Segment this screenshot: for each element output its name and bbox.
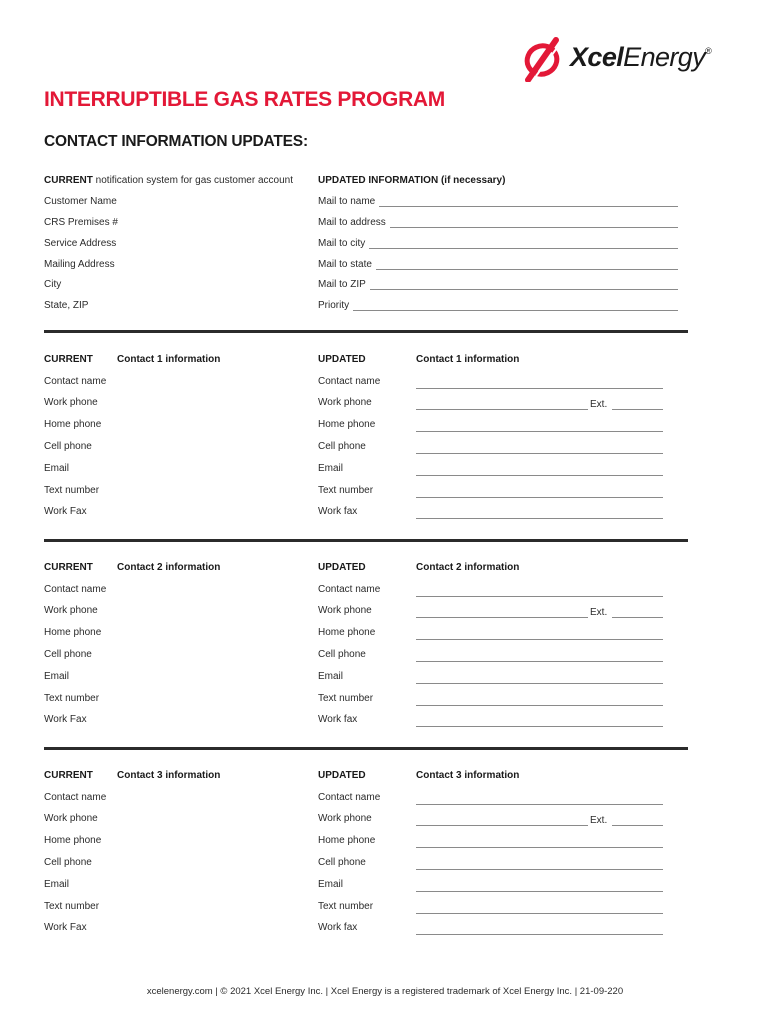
write-in-line[interactable] xyxy=(416,934,663,935)
updated-field-label: Work phone xyxy=(318,605,372,616)
page-title: INTERRUPTIBLE GAS RATES PROGRAM xyxy=(44,88,445,111)
current-field-label: Cell phone xyxy=(44,441,92,452)
updated-field-label: Cell phone xyxy=(318,649,366,660)
write-in-line[interactable] xyxy=(376,269,678,270)
updated-field-label: Mail to name xyxy=(318,196,376,207)
current-field-label: Contact name xyxy=(44,792,107,803)
write-in-line[interactable] xyxy=(416,453,663,454)
current-contact-title: Contact 1 information xyxy=(117,354,221,365)
write-in-line[interactable] xyxy=(416,913,663,914)
write-in-line[interactable] xyxy=(416,431,663,432)
updated-contact-title: Contact 1 information xyxy=(416,354,520,365)
updated-contact-title: Contact 2 information xyxy=(416,562,520,573)
updated-field-label: Work fax xyxy=(318,506,358,517)
updated-field-label: Cell phone xyxy=(318,857,366,868)
ext-write-in-line[interactable] xyxy=(612,409,663,410)
write-in-line[interactable] xyxy=(416,617,588,618)
write-in-line[interactable] xyxy=(370,289,678,290)
current-field-label: Contact name xyxy=(44,376,107,387)
updated-field-label: Cell phone xyxy=(318,441,366,452)
current-label: CURRENT xyxy=(44,562,93,573)
write-in-line[interactable] xyxy=(416,518,663,519)
updated-contact-title: Contact 3 information xyxy=(416,770,520,781)
xcel-energy-logo xyxy=(522,36,732,82)
current-field-label: Text number xyxy=(44,901,100,912)
write-in-line[interactable] xyxy=(416,891,663,892)
ext-label: Ext. xyxy=(590,399,608,410)
current-field-label: Email xyxy=(44,671,70,682)
updated-field-label: Home phone xyxy=(318,419,376,430)
current-field-label: Email xyxy=(44,879,70,890)
current-field-label: Text number xyxy=(44,485,100,496)
updated-field-label: Work phone xyxy=(318,813,372,824)
write-in-line[interactable] xyxy=(416,388,663,389)
current-field-label: State, ZIP xyxy=(44,300,89,311)
updated-field-label: Home phone xyxy=(318,627,376,638)
updated-field-label: Priority xyxy=(318,300,350,311)
updated-field-label: Text number xyxy=(318,901,374,912)
write-in-line[interactable] xyxy=(390,227,678,228)
updated-field-label: Mail to address xyxy=(318,217,386,228)
current-field-label: Home phone xyxy=(44,627,102,638)
current-field-label: Mailing Address xyxy=(44,259,115,270)
updated-field-label: Contact name xyxy=(318,584,381,595)
write-in-line[interactable] xyxy=(416,869,663,870)
current-field-label: Work Fax xyxy=(44,714,87,725)
updated-field-label: Email xyxy=(318,463,344,474)
write-in-line[interactable] xyxy=(416,726,663,727)
current-field-label: Cell phone xyxy=(44,649,92,660)
ext-label: Ext. xyxy=(590,607,608,618)
write-in-line[interactable] xyxy=(416,683,663,684)
current-field-label: City xyxy=(44,279,62,290)
xcel-swoosh-icon xyxy=(522,36,566,82)
current-contact-title: Contact 3 information xyxy=(117,770,221,781)
current-field-label: Work phone xyxy=(44,397,98,408)
current-field-label: Work phone xyxy=(44,605,98,616)
updated-field-label: Mail to state xyxy=(318,259,372,270)
write-in-line[interactable] xyxy=(369,248,678,249)
current-field-label: Service Address xyxy=(44,238,117,249)
page-footer: xcelenergy.com | © 2021 Xcel Energy Inc. | Xcel Energy is a registered trademark of Xcel Energy Inc. | 21-09-220 xyxy=(146,986,624,997)
current-field-label: Work Fax xyxy=(44,922,87,933)
ext-label: Ext. xyxy=(590,815,608,826)
ext-write-in-line[interactable] xyxy=(612,617,663,618)
updated-field-label: Work fax xyxy=(318,714,358,725)
updated-field-label: Mail to ZIP xyxy=(318,279,366,290)
updated-label: UPDATED xyxy=(318,562,366,573)
write-in-line[interactable] xyxy=(379,206,678,207)
updated-field-label: Email xyxy=(318,671,344,682)
write-in-line[interactable] xyxy=(416,847,663,848)
current-field-label: Home phone xyxy=(44,835,102,846)
current-field-label: Work Fax xyxy=(44,506,87,517)
updated-field-label: Work fax xyxy=(318,922,358,933)
updated-field-label: Text number xyxy=(318,693,374,704)
updated-information-heading: UPDATED INFORMATION (if necessary) xyxy=(318,175,506,186)
section-divider xyxy=(44,330,688,333)
current-label: CURRENT xyxy=(44,354,93,365)
updated-field-label: Email xyxy=(318,879,344,890)
page-subtitle: CONTACT INFORMATION UPDATES: xyxy=(44,133,308,150)
updated-field-label: Home phone xyxy=(318,835,376,846)
current-field-label: Work phone xyxy=(44,813,98,824)
current-field-label: Text number xyxy=(44,693,100,704)
current-field-label: Contact name xyxy=(44,584,107,595)
current-field-label: Customer Name xyxy=(44,196,117,207)
current-notification-heading: CURRENT notification system for gas customer account xyxy=(44,175,293,186)
current-field-label: Home phone xyxy=(44,419,102,430)
write-in-line[interactable] xyxy=(353,310,678,311)
ext-write-in-line[interactable] xyxy=(612,825,663,826)
current-contact-title: Contact 2 information xyxy=(117,562,221,573)
write-in-line[interactable] xyxy=(416,409,588,410)
section-divider xyxy=(44,747,688,750)
write-in-line[interactable] xyxy=(416,497,663,498)
updated-field-label: Contact name xyxy=(318,792,381,803)
write-in-line[interactable] xyxy=(416,705,663,706)
current-field-label: Email xyxy=(44,463,70,474)
write-in-line[interactable] xyxy=(416,825,588,826)
updated-field-label: Text number xyxy=(318,485,374,496)
current-field-label: Cell phone xyxy=(44,857,92,868)
logo-wordmark: XcelEnergy® xyxy=(570,42,712,72)
updated-label: UPDATED xyxy=(318,354,366,365)
updated-field-label: Contact name xyxy=(318,376,381,387)
current-field-label: CRS Premises # xyxy=(44,217,118,228)
current-label: CURRENT xyxy=(44,770,93,781)
updated-label: UPDATED xyxy=(318,770,366,781)
section-divider xyxy=(44,539,688,542)
updated-field-label: Mail to city xyxy=(318,238,366,249)
write-in-line[interactable] xyxy=(416,475,663,476)
write-in-line[interactable] xyxy=(416,639,663,640)
write-in-line[interactable] xyxy=(416,661,663,662)
write-in-line[interactable] xyxy=(416,804,663,805)
write-in-line[interactable] xyxy=(416,596,663,597)
updated-field-label: Work phone xyxy=(318,397,372,408)
